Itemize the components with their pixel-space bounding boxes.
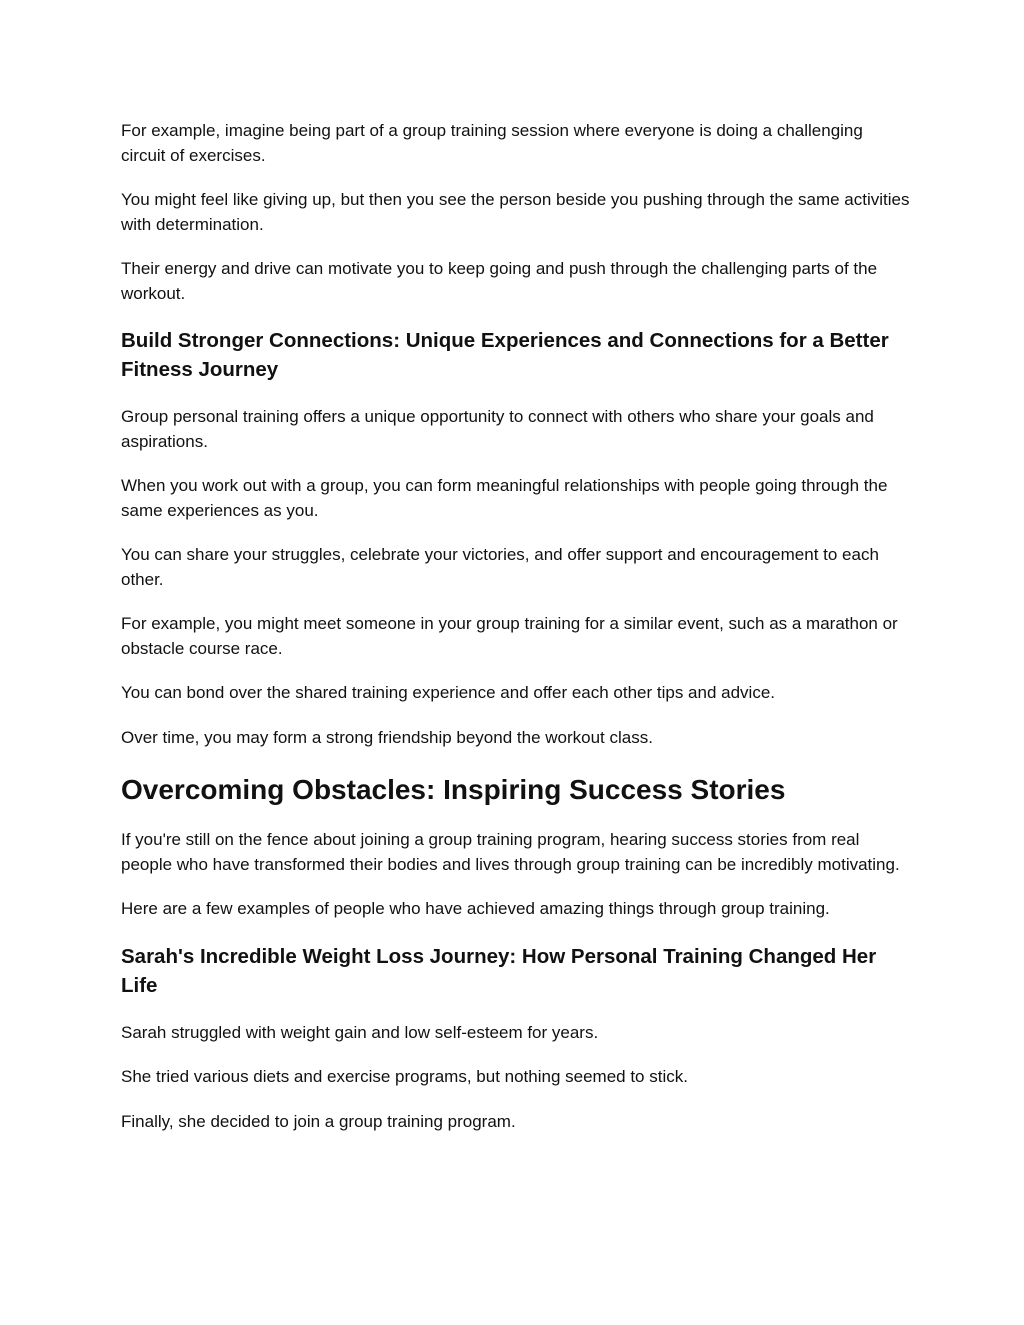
paragraph-feel-like-giving-up: You might feel like giving up, but then you see the person beside you pushing through the same activities with determination.	[121, 190, 910, 234]
paragraph-on-the-fence: If you're still on the fence about joining a group training program, hearing success stories from real people who have transformed their bodies and lives through group training can be incredibly motivating.	[121, 830, 900, 874]
heading-build-stronger-connections: Build Stronger Connections: Unique Experiences and Connections for a Better Fitness Journey	[121, 329, 889, 381]
paragraph-share-struggles: You can share your struggles, celebrate your victories, and offer support and encouragement to each other.	[121, 545, 879, 589]
paragraph-energy-and-drive: Their energy and drive can motivate you to keep going and push through the challenging parts of the workout.	[121, 259, 878, 303]
paragraph-similar-event-example: For example, you might meet someone in your group training for a similar event, such as a marathon or obstacle course race.	[121, 614, 898, 658]
paragraph-unique-opportunity: Group personal training offers a unique opportunity to connect with others who share your goals and aspirations.	[121, 407, 874, 451]
paragraph-tried-various-diets: She tried various diets and exercise programs, but nothing seemed to stick.	[121, 1067, 688, 1086]
paragraph-joined-group-program: Finally, she decided to join a group training program.	[121, 1111, 516, 1131]
paragraph-few-examples: Here are a few examples of people who have achieved amazing things through group training.	[121, 899, 830, 918]
paragraph-strong-friendship: Over time, you may form a strong friendship beyond the workout class.	[121, 727, 653, 747]
heading-overcoming-obstacles: Overcoming Obstacles: Inspiring Success Stories	[121, 774, 786, 805]
paragraph-bond-over-training: You can bond over the shared training experience and offer each other tips and advice.	[121, 683, 776, 702]
document-page	[121, 119, 911, 1154]
paragraph-sarah-struggled: Sarah struggled with weight gain and low self-esteem for years.	[121, 1022, 599, 1042]
paragraph-group-session-example: For example, imagine being part of a group training session where everyone is doing a challenging circuit of exercises.	[121, 121, 863, 165]
heading-sarah-weight-loss: Sarah's Incredible Weight Loss Journey: How Personal Training Changed Her Life	[121, 944, 877, 997]
paragraph-meaningful-relationships: When you work out with a group, you can form meaningful relationships with people going through the same experiences as you.	[121, 476, 888, 520]
